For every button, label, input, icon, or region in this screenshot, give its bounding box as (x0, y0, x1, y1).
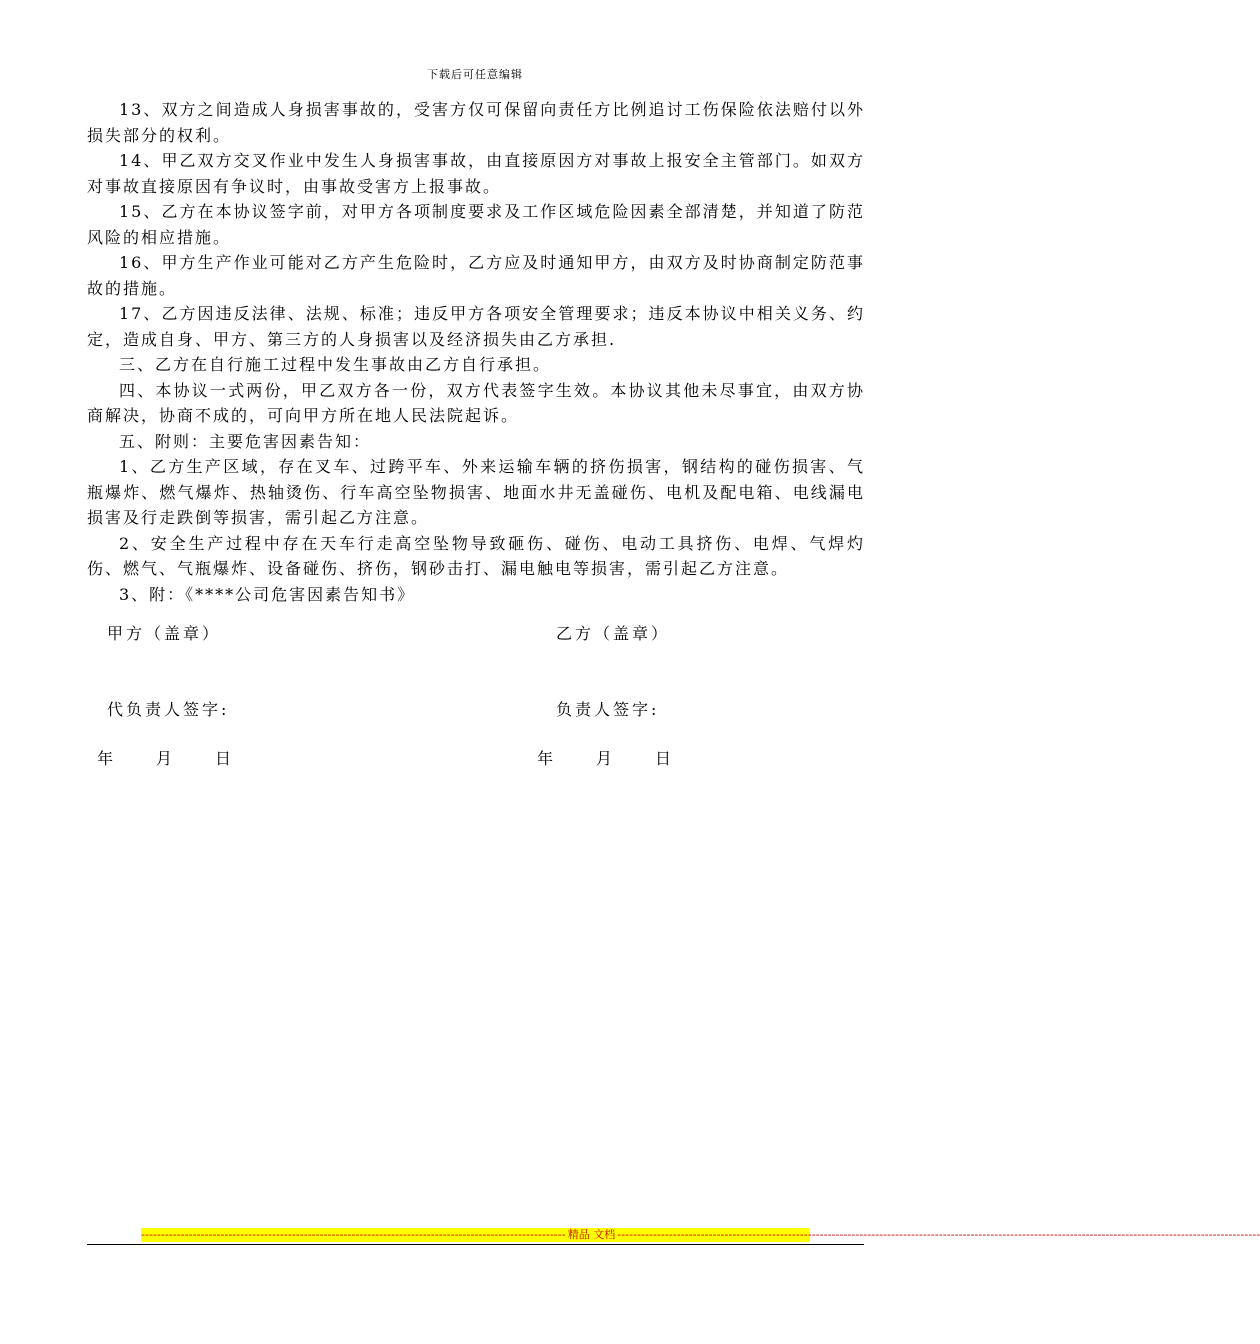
page-header: 下载后可任意编辑 (427, 68, 523, 81)
footer-dashes-left: ----------------------------------------------------------------------------------------------------------- (141, 1228, 566, 1241)
date-day-label: 日 (655, 749, 675, 768)
hazard-item-2: 2、安全生产过程中存在天车行走高空坠物导致砸伤、碰伤、电动工具挤伤、电焊、气焊灼伤、燃气、气瓶爆炸、设备碰伤、挤伤，钢砂击打、漏电触电等损害，需引起乙方注意。 (87, 533, 865, 578)
party-a-signature-label: 代负责人签字: (107, 700, 230, 719)
footer-dashes-right: ------------------------------------------------------------------------------------------------------------------------------------------------------------------ (617, 1228, 1260, 1241)
clause-15: 15、乙方在本协议签字前，对甲方各项制度要求及工作区域危险因素全部清楚，并知道了防范风险的相应措施。 (87, 202, 865, 247)
clause-14: 14、甲乙双方交叉作业中发生人身损害事故，由直接原因方对事故上报安全主管部门。如双方对事故直接原因有争议时，由事故受害方上报事故。 (87, 151, 865, 196)
attachment-item-3: 3、附：《****公司危害因素告知书》 (119, 584, 416, 604)
party-b-seal: 乙方（盖章） (556, 624, 671, 643)
footer-rule (87, 1244, 864, 1245)
clause-13: 13、双方之间造成人身损害事故的，受害方仅可保留向责任方比例追讨工伤保险依法赔付以外损失部分的权利。 (87, 100, 865, 145)
clause-16: 16、甲方生产作业可能对乙方产生危险时，乙方应及时通知甲方，由双方及时协商制定防范事故的措施。 (87, 253, 865, 298)
section-three: 三、乙方在自行施工过程中发生事故由乙方自行承担。 (119, 355, 552, 374)
date-month-label: 月 (596, 749, 616, 768)
party-b-signature-label: 负责人签字: (556, 700, 660, 719)
hazard-item-1: 1、乙方生产区域，存在叉车、过跨平车、外来运输车辆的挤伤损害，钢结构的碰伤损害、气瓶爆炸、燃气爆炸、热轴烫伤、行车高空坠物损害、地面水井无盖碰伤、电机及配电箱、电线漏电损害及行走跌倒等损害，需引起乙方注意。 (87, 457, 865, 527)
date-year-label: 年 (97, 749, 117, 768)
date-month-label: 月 (156, 749, 176, 768)
date-day-label: 日 (215, 749, 235, 768)
section-five-heading: 五、附则：主要危害因素告知： (119, 431, 372, 451)
section-four: 四、本协议一式两份，甲乙双方各一份，双方代表签字生效。本协议其他未尽事宜，由双方协商解决，协商不成的，可向甲方所在地人民法院起诉。 (87, 380, 865, 425)
document-body (87, 97, 865, 607)
clause-17: 17、乙方因违反法律、法规、标准；违反甲方各项安全管理要求；违反本协议中相关义务、约定，造成自身、甲方、第三方的人身损害以及经济损失由乙方承担. (87, 304, 865, 349)
party-a-date (97, 746, 234, 769)
footer-banner (141, 1228, 1260, 1242)
date-year-label: 年 (537, 749, 557, 768)
footer-label: 精品 文档 (567, 1228, 616, 1241)
party-b-date (537, 746, 674, 769)
party-a-seal: 甲方（盖章） (107, 624, 222, 643)
